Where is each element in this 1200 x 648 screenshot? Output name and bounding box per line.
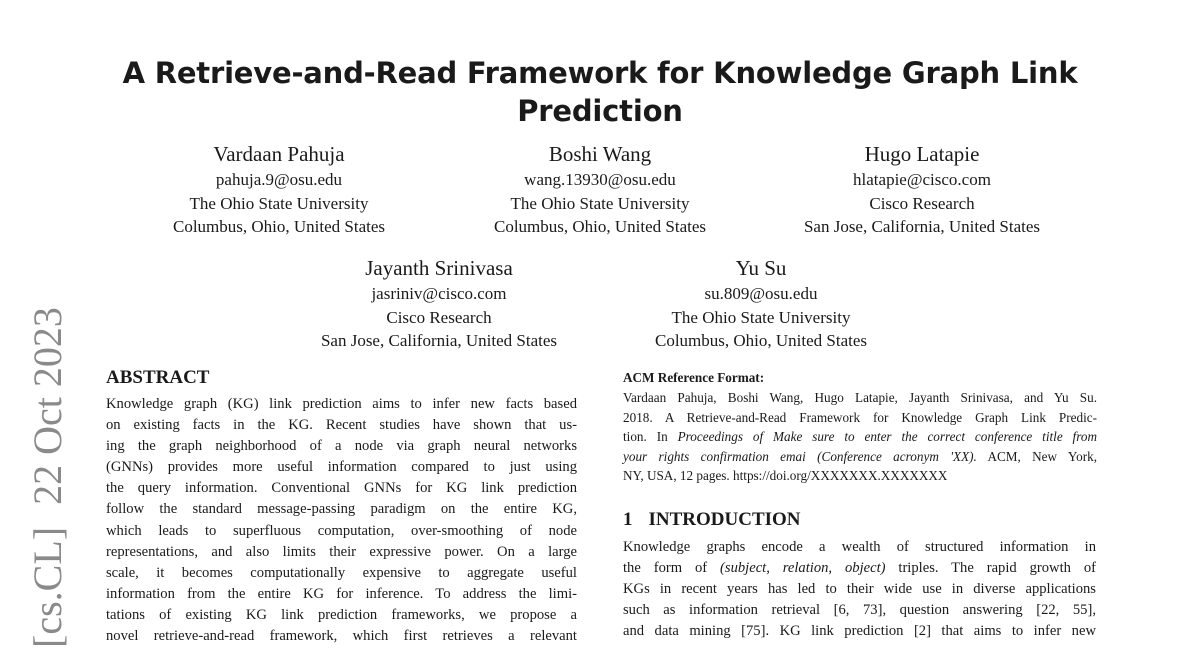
introduction-body	[623, 537, 1096, 642]
abstract-line: which leads to superfluous computation, over-smoothing of node	[106, 522, 577, 539]
acm-proceedings-title: Proceedings of Make sure to enter the correct conference title from	[677, 429, 1097, 444]
abstract-line: follow the standard message-passing paradigm on the entire KG,	[106, 501, 577, 518]
paper-title-line-1: A Retrieve-and-Read Framework for Knowledge Graph Link	[122, 56, 1078, 90]
arxiv-date: 22 Oct 2023	[25, 307, 70, 505]
author-block	[767, 140, 1077, 239]
abstract-line: novel retrieve-and-read framework, which first retrieves a relevant	[106, 628, 577, 645]
author-name: Hugo Latapie	[864, 142, 980, 166]
author-affiliation: Cisco Research	[386, 307, 492, 327]
paper-title-line-2: Prediction	[517, 94, 683, 128]
introduction-line: Knowledge graphs encode a wealth of structured information in	[623, 539, 1096, 555]
triple-notation: (subject, relation, object)	[720, 560, 886, 577]
introduction-heading	[623, 508, 801, 532]
author-location: Columbus, Ohio, United States	[172, 217, 386, 236]
author-location: Columbus, Ohio, United States	[654, 331, 868, 350]
author-affiliation: The Ohio State University	[671, 307, 851, 327]
abstract-line: representations, and also limits their expressive power. On a large	[106, 543, 577, 560]
acm-proceedings-title: your rights confirmation emai (Conference acronym 'XX).	[623, 448, 977, 464]
author-email: wang.13930@osu.edu	[524, 170, 676, 189]
author-location: San Jose, California, United States	[320, 331, 558, 350]
section-title: INTRODUCTION	[648, 509, 801, 530]
author-affiliation: The Ohio State University	[189, 193, 369, 213]
author-email: jasriniv@cisco.com	[371, 284, 507, 303]
acm-reference-line	[623, 427, 1097, 447]
abstract-line: (GNNs) provides more useful information compared to just using	[106, 459, 577, 476]
abstract-heading: ABSTRACT	[106, 367, 210, 388]
arxiv-category: [cs.CL]	[25, 526, 70, 648]
author-name: Jayanth Srinivasa	[365, 256, 513, 280]
acm-reference-line: NY, USA, 12 pages. https://doi.org/XXXXXXX.XXXXXXX	[623, 468, 948, 483]
author-block	[124, 140, 434, 239]
introduction-line	[623, 558, 1096, 579]
acm-reference-line: 2018. A Retrieve-and-Read Framework for Knowledge Graph Link Predic-	[623, 409, 1097, 425]
introduction-line: such as information retrieval [6, 73], question answering [22, 55],	[623, 602, 1096, 619]
author-block	[445, 140, 755, 239]
acm-reference-body	[623, 388, 1097, 486]
author-email: su.809@osu.edu	[704, 284, 818, 303]
author-affiliation: The Ohio State University	[510, 193, 690, 213]
introduction-text: triples. The rapid growth of	[885, 560, 1096, 577]
abstract-line: information from the entire KG for inference. To address the limi-	[106, 585, 577, 602]
author-block	[606, 254, 916, 353]
author-name: Vardaan Pahuja	[213, 142, 345, 166]
acm-reference-line: Vardaan Pahuja, Boshi Wang, Hugo Latapie, Jayanth Srinivasa, and Yu Su.	[623, 390, 1097, 405]
author-location: Columbus, Ohio, United States	[493, 217, 707, 236]
author-block	[284, 254, 594, 353]
introduction-text: the form of	[623, 560, 721, 577]
abstract-line: tations of existing KG link prediction frameworks, we propose a	[106, 606, 577, 623]
author-name: Boshi Wang	[548, 142, 652, 166]
acm-reference-label: ACM Reference Format:	[623, 370, 765, 385]
abstract-body	[106, 394, 577, 647]
arxiv-stamp	[24, 308, 72, 648]
author-name: Yu Su	[735, 256, 787, 280]
abstract-line: ing the graph neighborhood of a node via graph neural networks	[106, 438, 577, 455]
author-email: pahuja.9@osu.edu	[215, 170, 343, 189]
acm-reference-text: tion. In	[623, 429, 678, 444]
paper-title	[100, 54, 1100, 130]
section-number: 1	[623, 509, 633, 530]
introduction-line: and data mining [75]. KG link prediction [2] that aims to infer new	[623, 623, 1096, 640]
author-email: hlatapie@cisco.com	[853, 170, 991, 189]
author-affiliation: Cisco Research	[869, 193, 975, 213]
abstract-line: Knowledge graph (KG) link prediction aims to infer new facts based	[106, 396, 577, 412]
introduction-line: KGs in recent years has led to their wide use in diverse applications	[623, 581, 1096, 598]
author-location: San Jose, California, United States	[803, 217, 1041, 236]
abstract-line: the query information. Conventional GNNs for KG link prediction	[106, 480, 577, 497]
acm-reference-line	[623, 447, 1097, 467]
abstract-line: on existing facts in the KG. Recent studies have shown that us-	[106, 417, 577, 434]
abstract-line: scale, it becomes computationally expensive to aggregate useful	[106, 564, 577, 581]
acm-reference-text: ACM, New York,	[976, 448, 1097, 464]
